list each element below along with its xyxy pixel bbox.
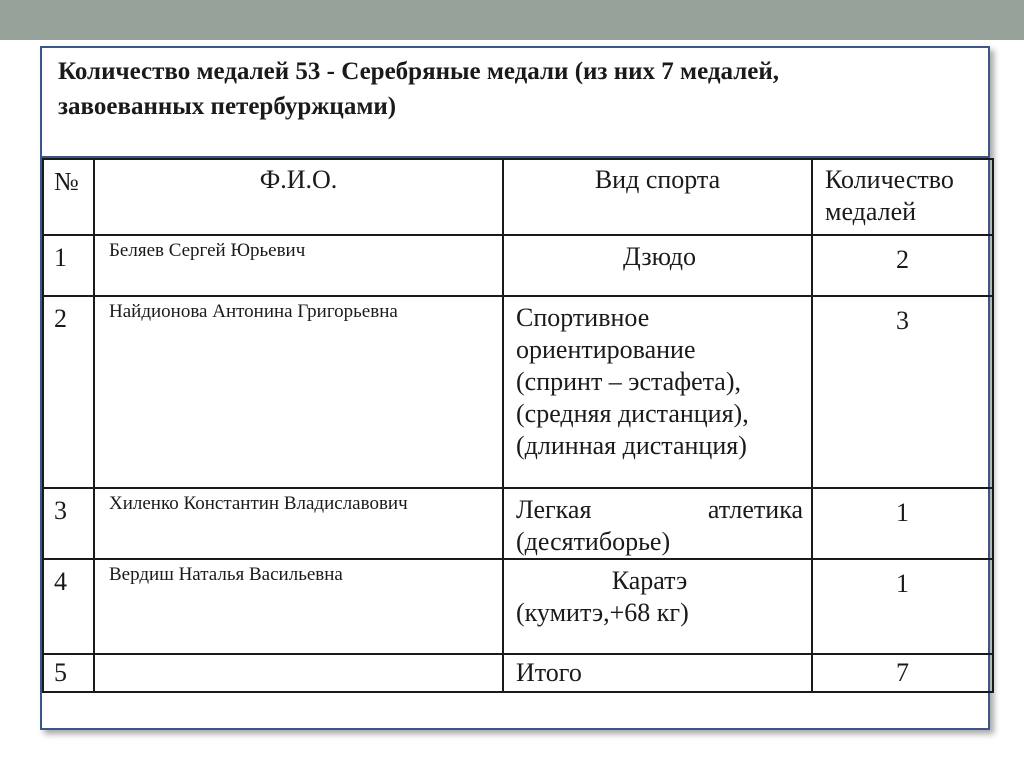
header-quantity-line-2: медалей — [825, 197, 917, 226]
header-num: № — [43, 159, 94, 235]
row-num: 4 — [43, 559, 94, 654]
row-sport-line: Спортивное — [516, 303, 650, 332]
row-quantity: 7 — [812, 654, 993, 692]
top-decorative-bar — [0, 0, 1024, 40]
row-name: Хиленко Константин Владиславович — [94, 488, 503, 559]
row-num: 2 — [43, 296, 94, 488]
row-num: 5 — [43, 654, 94, 692]
row-sport — [503, 559, 812, 654]
table-header-row — [43, 159, 993, 235]
slide-panel — [40, 46, 990, 730]
row-sport — [503, 235, 812, 296]
row-sport-line: Каратэ — [611, 566, 688, 595]
row-sport-line: (спринт – эстафета), — [516, 367, 741, 396]
row-quantity: 3 — [812, 296, 993, 488]
title-line-1: Количество медалей 53 - Серебряные медали (из них 7 медалей, — [58, 58, 779, 85]
header-quantity-line-1: Количество — [825, 165, 954, 194]
row-sport-line: ориентирование — [516, 335, 696, 364]
row-name — [94, 654, 503, 692]
row-sport-line: (длинная дистанция) — [516, 431, 747, 460]
row-sport — [503, 654, 812, 692]
row-sport-line: Итого — [516, 658, 582, 687]
row-name: Вердиш Наталья Васильевна — [94, 559, 503, 654]
header-name: Ф.И.О. — [94, 159, 503, 235]
row-name: Беляев Сергей Юрьевич — [94, 235, 503, 296]
table-row — [43, 296, 993, 488]
header-quantity — [812, 159, 993, 235]
table-row — [43, 654, 993, 692]
row-num: 3 — [43, 488, 94, 559]
row-sport-line: (кумитэ,+68 кг) — [516, 598, 689, 627]
row-num: 1 — [43, 235, 94, 296]
row-name: Найдионова Антонина Григорьевна — [94, 296, 503, 488]
row-sport-line: Легкая атлетика — [516, 495, 803, 524]
header-sport: Вид спорта — [503, 159, 812, 235]
row-sport — [503, 296, 812, 488]
row-sport-line: Дзюдо — [623, 242, 696, 271]
title-line-2: завоеванных петербуржцами) — [58, 93, 397, 120]
row-sport-line: (десятиборье) — [516, 527, 671, 556]
row-quantity: 1 — [812, 488, 993, 559]
table-row — [43, 559, 993, 654]
medals-table — [42, 158, 994, 693]
row-quantity: 1 — [812, 559, 993, 654]
row-sport-line: (средняя дистанция), — [516, 399, 749, 428]
row-quantity: 2 — [812, 235, 993, 296]
table-row — [43, 235, 993, 296]
table-row — [43, 488, 993, 559]
row-sport — [503, 488, 812, 559]
slide-title — [58, 54, 978, 124]
